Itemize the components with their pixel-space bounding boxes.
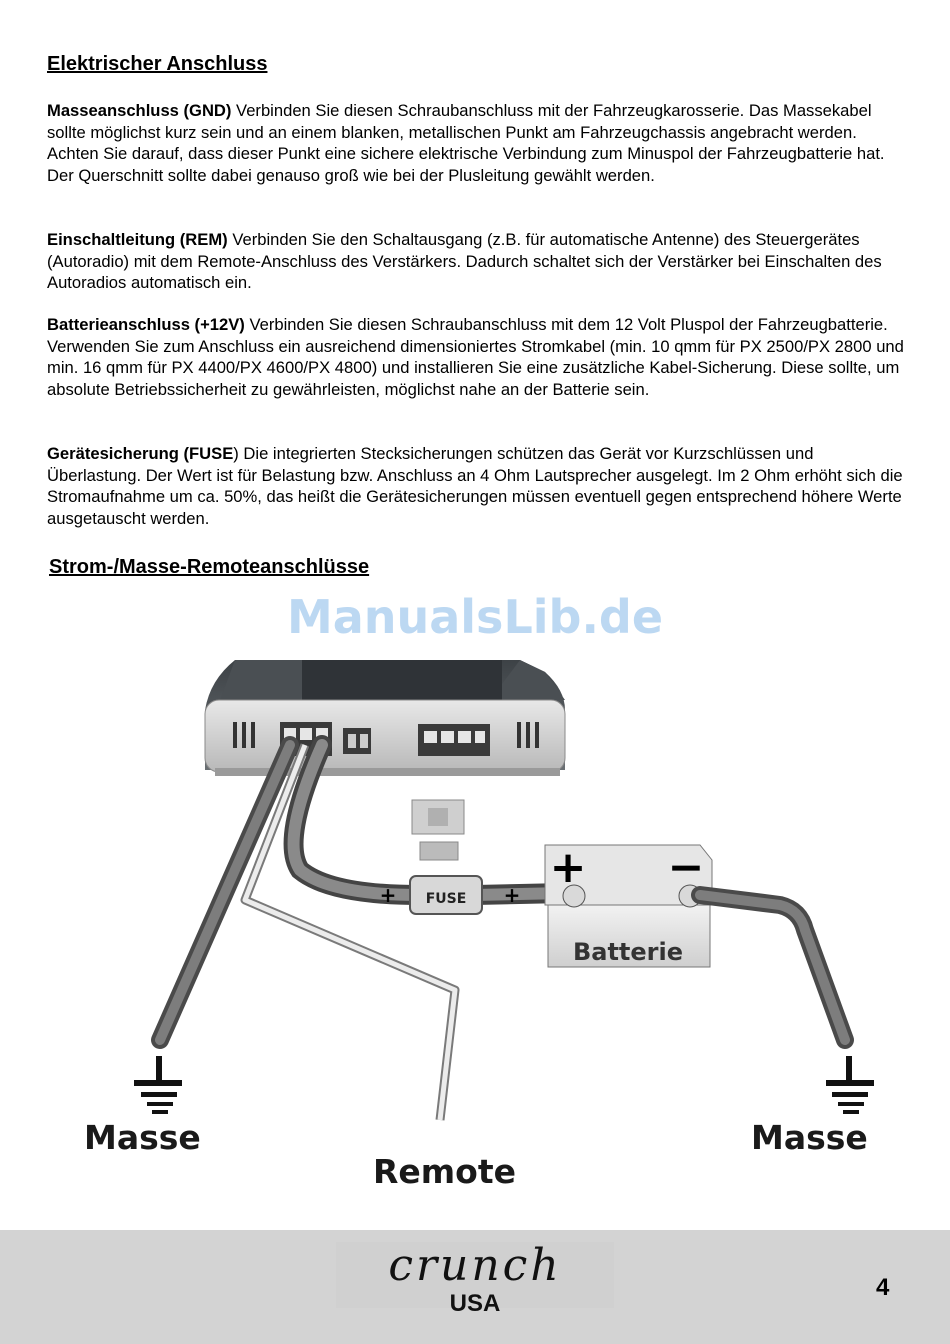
paragraph-12v	[47, 314, 907, 400]
plus-symbol-left: +	[379, 883, 397, 907]
term-fuse: Gerätesicherung (FUSE	[47, 444, 234, 463]
term-gnd: Masseanschluss (GND)	[47, 101, 232, 120]
section-heading-remote: Strom-/Masse-Remoteanschlüsse	[49, 556, 370, 578]
plus-symbol-right: +	[503, 883, 521, 907]
ground-label-right: Masse	[751, 1118, 868, 1157]
text-gnd: Verbinden Sie diesen Schraubanschluss mit der Fahrzeugkarosserie. Das Massekabel sollte möglichst kurz sein und an einem blanken, metallischen Punkt am Fahrzeugchassis angebracht werden. Achten Sie darauf, dass dieser Punkt eine sichere elektrische Verbindung zum Minuspol der Fahrzeugbatterie hat. Der Querschnitt sollte dabei genauso groß wie bei der Plusleitung gewählt werden.	[47, 101, 885, 185]
ground-label-left: Masse	[84, 1118, 201, 1157]
amplifier	[205, 660, 565, 776]
paragraph-rem	[47, 229, 907, 294]
battery-plus-symbol: +	[549, 842, 587, 893]
text-rem: Verbinden Sie den Schaltausgang (z.B. für automatische Antenne) des Steuergerätes (Autoradio) mit dem Remote-Anschluss des Verstärkers. Dadurch schaltet sich der Verstärker bei Einschalten des Autoradios automatisch ein.	[47, 230, 882, 293]
page-footer	[0, 1230, 950, 1344]
battery-minus-symbol: −	[667, 842, 705, 893]
ground-symbol-right	[826, 1056, 874, 1114]
crunch-logo	[336, 1240, 614, 1317]
fuse-label: FUSE	[425, 891, 467, 907]
term-rem: Einschaltleitung (REM)	[47, 230, 228, 249]
battery-label: Batterie	[572, 938, 684, 966]
remote-label: Remote	[373, 1152, 517, 1191]
section-heading-electrical: Elektrischer Anschluss	[47, 53, 268, 75]
logo-wordmark: crunch	[388, 1240, 562, 1291]
watermark: ManualsLib.de	[286, 590, 664, 644]
page-number: 4	[876, 1274, 890, 1301]
ground-symbol-left	[134, 1056, 182, 1114]
logo-usa: USA	[449, 1290, 501, 1317]
paragraph-fuse	[47, 443, 907, 529]
term-12v: Batterieanschluss (+12V)	[47, 315, 245, 334]
text-12v: Verbinden Sie diesen Schraubanschluss mit dem 12 Volt Pluspol der Fahrzeugbatterie. Verwenden Sie zum Anschluss ein ausreichend dimensioniertes Stromkabel (min. 10 qmm für PX 2500/PX 2800 und min. 16 qmm für PX 4400/PX 4600/PX 4800) und installieren Sie eine zusätzliche Kabel-Sicherung. Diese sollte, um absolute Betriebssicherheit zu gewährleisten, möglichst nahe an der Batterie sein.	[47, 315, 904, 399]
text-fuse: ) Die integrierten Stecksicherungen schützen das Gerät vor Kurzschlüssen und Überlastung. Der Wert ist für Belastung bzw. Anschluss an 4 Ohm Lautsprecher ausgelegt. Im 2 Ohm erhöht sich die Stromaufnahme um ca. 50%, das heißt die Gerätesicherungen müssen eventuell gegen entsprechend höhere Werte ausgetauscht werden.	[47, 444, 903, 528]
paragraph-gnd	[47, 100, 907, 186]
